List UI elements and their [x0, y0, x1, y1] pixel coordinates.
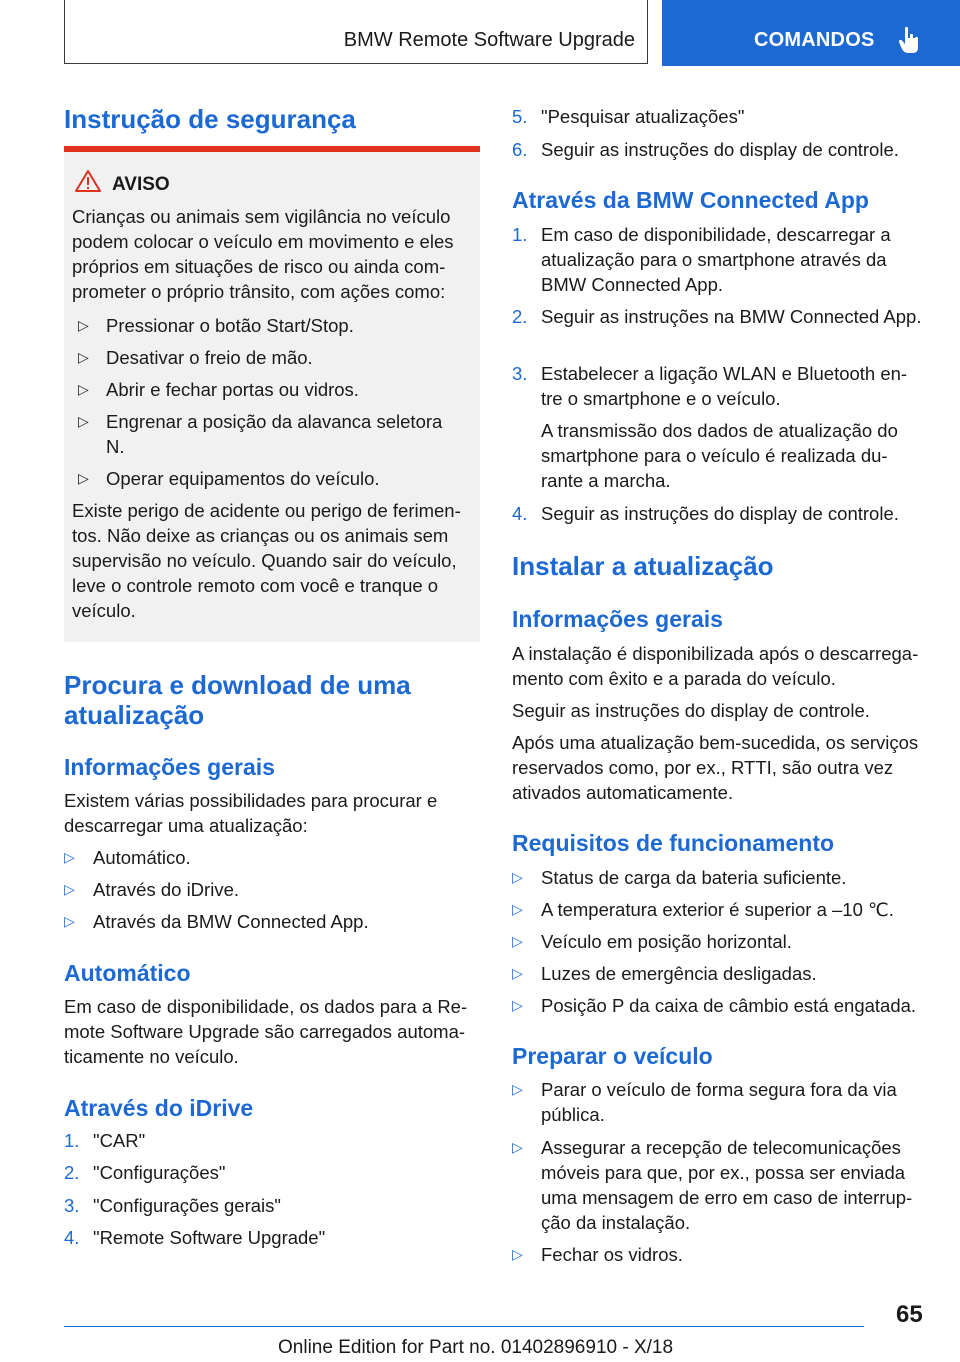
- auto-title: Automático: [64, 960, 191, 986]
- hand-pointer-icon: [898, 26, 920, 54]
- idrive-step: 5. "Pesquisar atualizações": [512, 106, 745, 127]
- requirement-item: ▷ Status de carga da bateria suficiente.: [512, 867, 847, 888]
- triangle-bullet-icon: ▷: [512, 869, 523, 885]
- idrive-step: 3. "Configurações gerais": [64, 1195, 281, 1216]
- chapter-label: COMANDOS: [754, 29, 875, 51]
- warning-icon: [75, 170, 101, 192]
- triangle-bullet-icon: ▷: [64, 849, 75, 865]
- requirement-item: ▷ A temperatura exterior é superior a –10 ℃.: [512, 899, 894, 920]
- triangle-bullet-icon: ▷: [512, 933, 523, 949]
- triangle-bullet-icon: ▷: [78, 317, 89, 333]
- install-info-title: Informações gerais: [512, 606, 723, 632]
- warning-outro: Existe perigo de acidente ou perigo de ferimen-tos. Não deixe as crianças ou os animais sem supervisão no veículo. Quando sair do veículo, leve o controle remoto com você e tranque o veículo.: [72, 500, 461, 621]
- idrive-step: 4. "Remote Software Upgrade": [64, 1227, 326, 1248]
- triangle-bullet-icon: ▷: [512, 1139, 523, 1155]
- triangle-bullet-icon: ▷: [78, 381, 89, 397]
- requirements-title: Requisitos de funcionamento: [512, 830, 835, 856]
- triangle-bullet-icon: ▷: [512, 1246, 523, 1262]
- general-info-text: Existem várias possibilidades para procurar e descarregar uma atualização:: [64, 790, 438, 836]
- install-text-2: Seguir as instruções do display de controle.: [512, 700, 870, 721]
- option-item: ▷ Através da BMW Connected App.: [64, 911, 369, 932]
- app-title: Através da BMW Connected App: [512, 187, 869, 213]
- idrive-step: 1. "CAR": [64, 1130, 146, 1151]
- idrive-step: 6. Seguir as instruções do display de controle.: [512, 139, 899, 160]
- requirement-item: ▷ Posição P da caixa de câmbio está engatada.: [512, 995, 917, 1016]
- footer-divider: [64, 1326, 864, 1327]
- section-title: BMW Remote Software Upgrade: [343, 29, 635, 51]
- prepare-item: ▷ Fechar os vidros.: [512, 1244, 683, 1265]
- install-title: Instalar a atualização: [512, 551, 774, 581]
- warning-item: ▷ Operar equipamentos do veículo.: [78, 468, 380, 489]
- app-step: 2. Seguir as instruções na BMW Connected App.: [512, 306, 922, 327]
- general-info-title: Informações gerais: [64, 754, 275, 780]
- footer-edition: Online Edition for Part no. 01402896910 - X/18: [278, 1337, 674, 1358]
- triangle-bullet-icon: ▷: [78, 470, 89, 486]
- app-step: 4. Seguir as instruções do display de controle.: [512, 503, 899, 524]
- option-item: ▷ Automático.: [64, 847, 191, 868]
- install-text-3: Após uma atualização bem-sucedida, os serviços reservados como, por ex., RTTI, são outra vez ativados automaticamente.: [512, 732, 919, 803]
- option-item: ▷ Através do iDrive.: [64, 879, 239, 900]
- page-number: 65: [896, 1301, 923, 1328]
- app-step: 3. Estabelecer a ligação WLAN e Bluetooth en-tre o smartphone e o veículo.: [512, 363, 908, 409]
- app-step: 1. Em caso de disponibilidade, descarregar a atualização para o smartphone através da BMW Connected App.: [512, 224, 891, 295]
- warning-item: ▷ Abrir e fechar portas ou vidros.: [78, 379, 359, 400]
- prepare-title: Preparar o veículo: [512, 1043, 713, 1069]
- page-header: [0, 0, 960, 66]
- idrive-step: 2. "Configurações": [64, 1162, 226, 1183]
- safety-title: Instrução de segurança: [64, 104, 356, 134]
- triangle-bullet-icon: ▷: [512, 965, 523, 981]
- triangle-bullet-icon: ▷: [78, 349, 89, 365]
- idrive-title: Através do iDrive: [64, 1095, 254, 1121]
- chapter-tab[interactable]: [662, 0, 960, 66]
- warning-item: ▷ Engrenar a posição da alavanca seletora N.: [78, 411, 443, 457]
- warning-item: ▷ Desativar o freio de mão.: [78, 347, 313, 368]
- install-text-1: A instalação é disponibilizada após o descarrega-mento com êxito e a parada do veículo.: [512, 643, 919, 689]
- warning-intro: Crianças ou animais sem vigilância no veículo podem colocar o veículo em movimento e eles próprios em situações de risco ou ainda com-prometer o próprio trânsito, com ações como:: [72, 206, 454, 302]
- requirement-item: ▷ Luzes de emergência desligadas.: [512, 963, 817, 984]
- prepare-item: ▷ Assegurar a recepção de telecomunicações móveis para que, por ex., possa ser enviada uma mensagem de erro em caso de interrup-ção da instalação.: [512, 1137, 913, 1233]
- triangle-bullet-icon: ▷: [64, 881, 75, 897]
- search-title: Procura e download de uma atualização: [64, 670, 411, 730]
- triangle-bullet-icon: ▷: [64, 913, 75, 929]
- triangle-bullet-icon: ▷: [512, 1081, 523, 1097]
- auto-text: Em caso de disponibilidade, os dados para a Re-mote Software Upgrade são carregados automa-ticamente no veículo.: [64, 996, 468, 1067]
- warning-label: AVISO: [112, 174, 170, 195]
- triangle-bullet-icon: ▷: [78, 413, 89, 429]
- app-step-note: A transmissão dos dados de atualização do smartphone para o veículo é realizada du-rante a marcha.: [541, 420, 898, 491]
- section-header: [64, 0, 648, 64]
- prepare-item: ▷ Parar o veículo de forma segura fora da via pública.: [512, 1079, 897, 1125]
- triangle-bullet-icon: ▷: [512, 997, 523, 1013]
- warning-item: ▷ Pressionar o botão Start/Stop.: [78, 315, 354, 336]
- requirement-item: ▷ Veículo em posição horizontal.: [512, 931, 792, 952]
- triangle-bullet-icon: ▷: [512, 901, 523, 917]
